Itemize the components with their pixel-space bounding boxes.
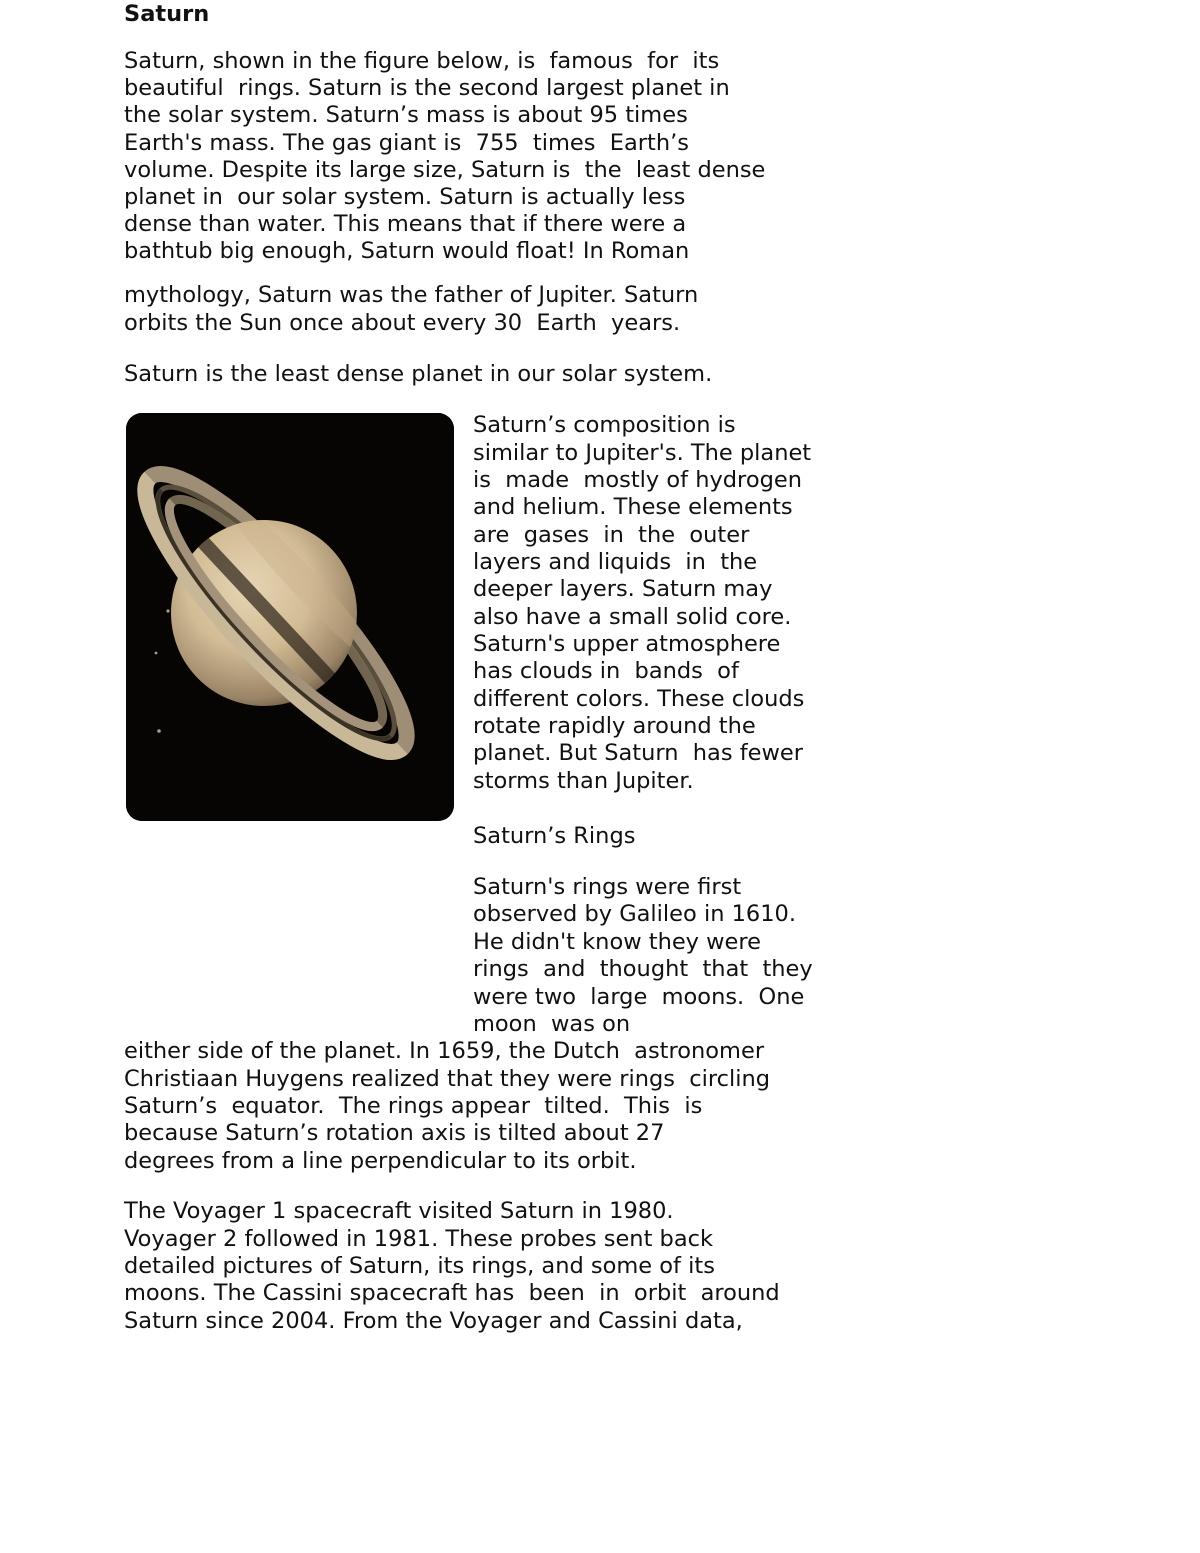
text-line: planet. But Saturn has fewer [473,740,803,766]
saturn-figure [126,413,454,821]
text-line: and helium. These elements [473,494,793,520]
text-line: degrees from a line perpendicular to its orbit. [124,1148,637,1174]
text-line: either side of the planet. In 1659, the Dutch astronomer [124,1038,765,1064]
text-line: different colors. These clouds [473,686,805,712]
text-line: moon was on [473,1011,631,1037]
text-line: Saturn's upper atmosphere [473,631,781,657]
text-line: has clouds in bands of [473,658,739,684]
rings-heading: Saturn’s Rings [473,823,636,849]
text-line: Saturn since 2004. From the Voyager and Cassini data, [124,1308,743,1334]
text-line: rotate rapidly around the [473,713,756,739]
text-line: Earth's mass. The gas giant is 755 times Earth’s [124,130,689,156]
key-fact: Saturn is the least dense planet in our solar system. [124,361,713,387]
text-line: Christiaan Huygens realized that they were rings circling [124,1066,771,1092]
text-line: Saturn’s composition is [473,412,736,438]
text-line: Saturn, shown in the figure below, is famous for its [124,48,720,74]
text-line: bathtub big enough, Saturn would float! In Roman [124,238,690,264]
text-line: also have a small solid core. [473,604,792,630]
text-line: Voyager 2 followed in 1981. These probes sent back [124,1226,714,1252]
text-line: dense than water. This means that if there were a [124,211,687,237]
text-line: The Voyager 1 spacecraft visited Saturn in 1980. [124,1198,674,1224]
text-line: planet in our solar system. Saturn is actually less [124,184,686,210]
text-line: were two large moons. One [473,984,805,1010]
text-line: is made mostly of hydrogen [473,467,802,493]
text-line: beautiful rings. Saturn is the second largest planet in [124,75,730,101]
text-line: layers and liquids in the [473,549,758,575]
text-line: because Saturn’s rotation axis is tilted about 27 [124,1120,665,1146]
text-line: rings and thought that they [473,956,813,982]
text-line: He didn't know they were [473,929,761,955]
text-line: Saturn’s equator. The rings appear tilted. This is [124,1093,703,1119]
text-line: storms than Jupiter. [473,768,694,794]
text-line: detailed pictures of Saturn, its rings, and some of its [124,1253,715,1279]
text-line: mythology, Saturn was the father of Jupiter. Saturn [124,282,699,308]
saturn-photo-icon [126,413,454,821]
text-line: deeper layers. Saturn may [473,576,773,602]
text-line: are gases in the outer [473,522,750,548]
text-line: orbits the Sun once about every 30 Earth years. [124,310,681,336]
text-line: observed by Galileo in 1610. [473,901,797,927]
text-line: volume. Despite its large size, Saturn is the least dense [124,157,766,183]
text-line: Saturn's rings were first [473,874,742,900]
page-title: Saturn [124,1,210,27]
text-line: the solar system. Saturn’s mass is about 95 times [124,102,688,128]
text-line: similar to Jupiter's. The planet [473,440,812,466]
text-line: moons. The Cassini spacecraft has been in orbit around [124,1280,780,1306]
